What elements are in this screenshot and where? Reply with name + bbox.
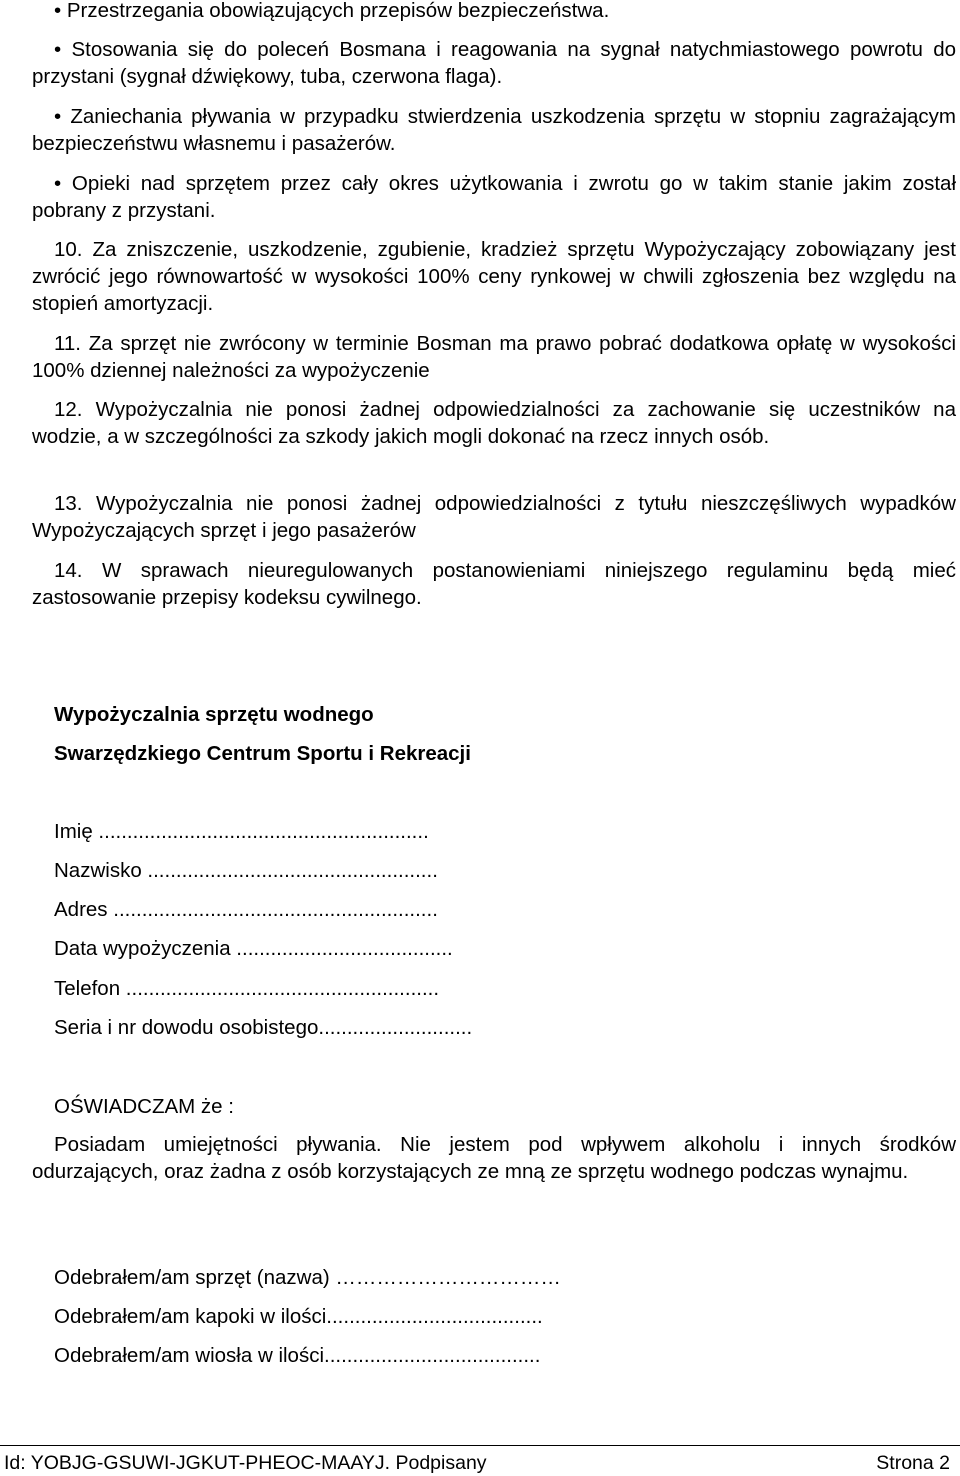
- point-12-text: 12. Wypożyczalnia nie ponosi żadnej odpowiedzialności za zachowanie się uczestników na wodzie, a w szczególności za szkody jakich mogli dokonać na rzecz innych osób.: [32, 398, 956, 448]
- bullet-item-1: [32, 0, 956, 24]
- point-10: [32, 236, 956, 317]
- form-field-address[interactable]: Adres .........................................................: [54, 898, 438, 921]
- point-14-text: 14. W sprawach nieuregulowanych postanowieniami niniejszego regulaminu będą mieć zastosowanie przepisy kodeksu cywilnego.: [32, 559, 956, 609]
- bullet-text-4: • Opieki nad sprzętem przez cały okres użytkowania i zwrotu go w takim stanie jakim został pobrany z przystani.: [32, 172, 956, 222]
- footer-divider: [0, 1445, 960, 1446]
- received-equipment-field[interactable]: Odebrałem/am sprzęt (nazwa) ……………………………: [54, 1266, 561, 1289]
- point-13-text: 13. Wypożyczalnia nie ponosi żadnej odpowiedzialności z tytułu nieszczęśliwych wypadków Wypożyczających sprzęt i jego pasażerów: [32, 492, 956, 542]
- footer-page-number: Strona 2: [876, 1452, 950, 1474]
- bullet-item-4: [32, 170, 956, 224]
- bullet-item-3: [32, 103, 956, 157]
- point-11-text: 11. Za sprzęt nie zwrócony w terminie Bosman ma prawo pobrać dodatkowa opłatę w wysokości 100% dziennej należności za wypożyczenie: [32, 332, 956, 382]
- declaration-title: OŚWIADCZAM że :: [54, 1095, 234, 1118]
- form-field-id-number[interactable]: Seria i nr dowodu osobistego...........................: [54, 1016, 473, 1039]
- point-10-text: 10. Za zniszczenie, uszkodzenie, zgubienie, kradzież sprzętu Wypożyczający zobowiązany jest zwrócić jego równowartość w wysokości 100% ceny rynkowej w chwili zgłoszenia bez względu na stopień amortyzacji.: [32, 238, 956, 315]
- point-13: [32, 490, 956, 544]
- bullet-item-2: [32, 36, 956, 90]
- point-14: [32, 557, 956, 611]
- form-field-phone[interactable]: Telefon .......................................................: [54, 977, 440, 1000]
- bullet-text-1: • Przestrzegania obowiązujących przepisów bezpieczeństwa.: [54, 0, 610, 22]
- declaration-text: [32, 1131, 956, 1185]
- received-paddles-field[interactable]: Odebrałem/am wiosła w ilości......................................: [54, 1344, 541, 1367]
- received-lifejackets-field[interactable]: Odebrałem/am kapoki w ilości......................................: [54, 1305, 543, 1328]
- form-field-rental-date[interactable]: Data wypożyczenia ......................................: [54, 937, 453, 960]
- declaration-body: Posiadam umiejętności pływania. Nie jestem pod wpływem alkoholu i innych środków odurzających, oraz żadna z osób korzystających ze mną ze sprzętu wodnego podczas wynajmu.: [32, 1133, 956, 1183]
- bullet-text-2: • Stosowania się do poleceń Bosmana i reagowania na sygnał natychmiastowego powrotu do przystani (sygnał dźwiękowy, tuba, czerwona flaga).: [32, 38, 956, 88]
- footer-document-id: Id: YOBJG-GSUWI-JGKUT-PHEOC-MAAYJ. Podpisany: [4, 1452, 487, 1474]
- point-12: [32, 396, 956, 450]
- rental-title: Wypożyczalnia sprzętu wodnego: [54, 703, 374, 726]
- point-11: [32, 330, 956, 384]
- form-field-surname[interactable]: Nazwisko ...................................................: [54, 859, 438, 882]
- form-field-name[interactable]: Imię ..........................................................: [54, 820, 429, 843]
- center-title: Swarzędzkiego Centrum Sportu i Rekreacji: [54, 742, 471, 765]
- bullet-text-3: • Zaniechania pływania w przypadku stwierdzenia uszkodzenia sprzętu w stopniu zagrażającym bezpieczeństwu własnemu i pasażerów.: [32, 105, 956, 155]
